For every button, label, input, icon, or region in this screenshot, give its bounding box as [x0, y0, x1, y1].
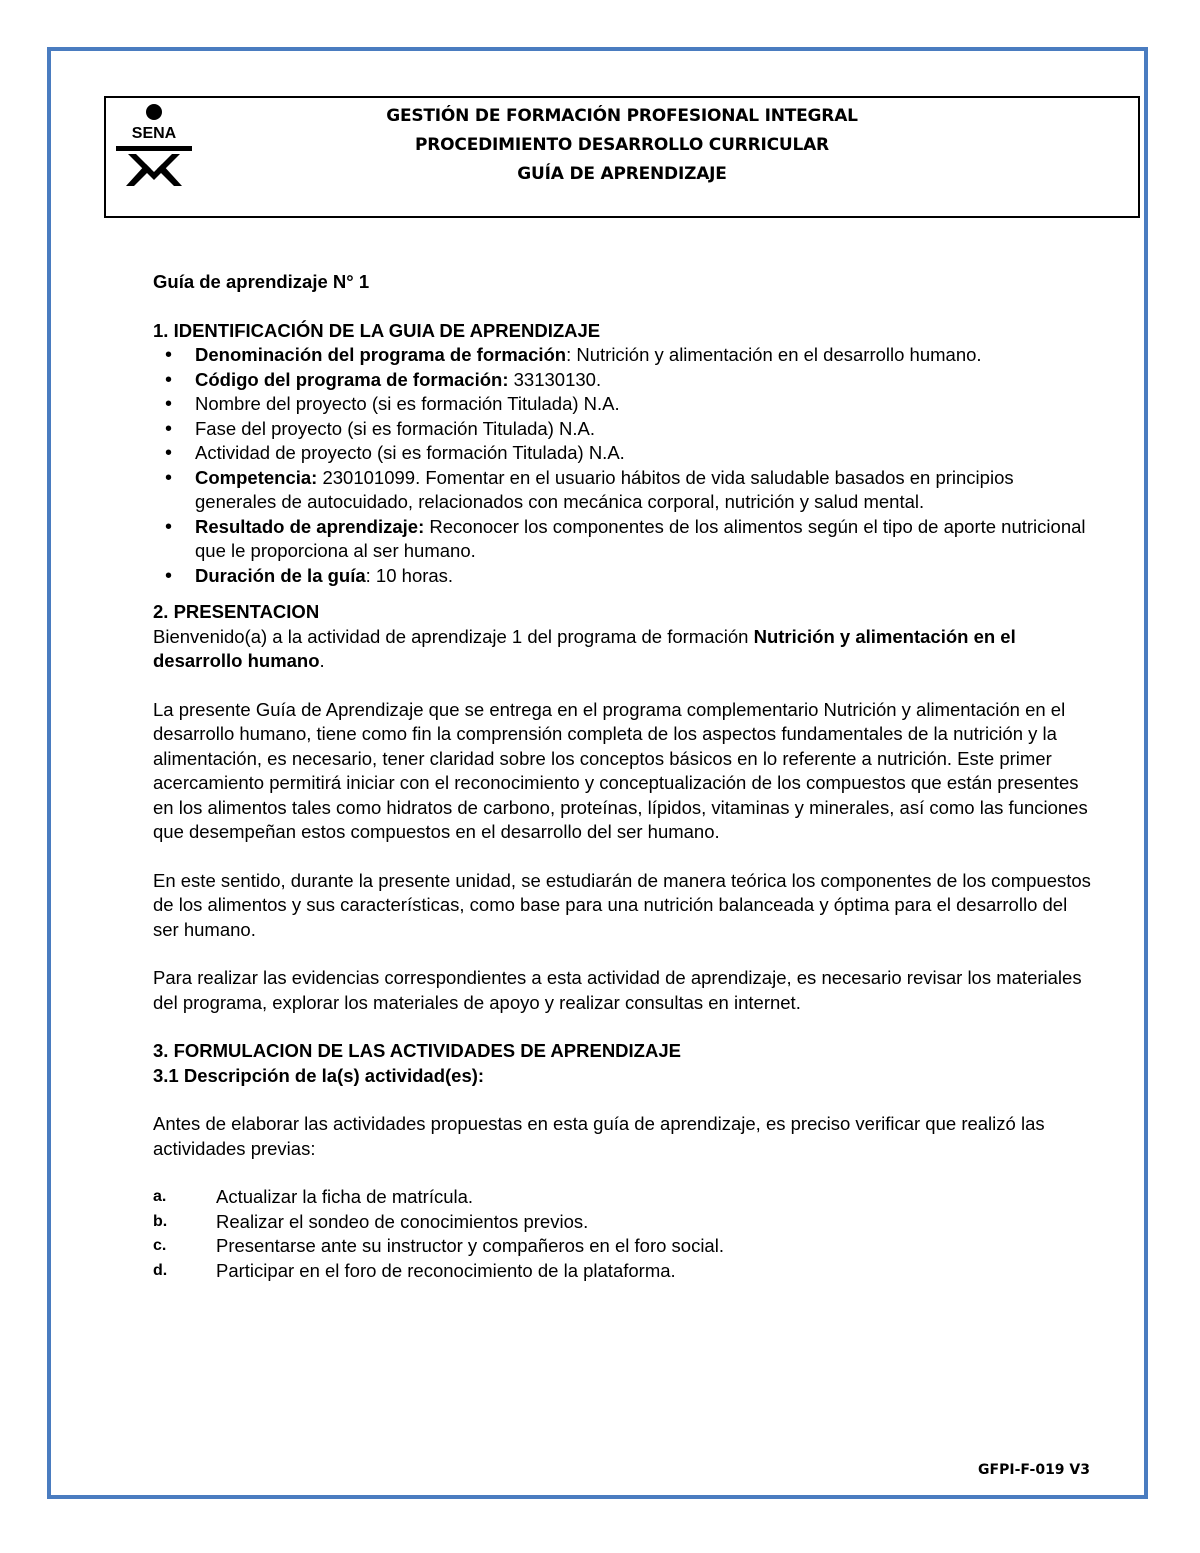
header-titles [106, 102, 1138, 189]
header-line-3: GUÍA DE APRENDIZAJE [517, 164, 727, 184]
activities-intro: Antes de elaborar las actividades propuestas en esta guía de aprendizaje, es preciso verificar que realizó las actividades previas: [153, 1113, 1045, 1159]
section-3-heading: 3. FORMULACION DE LAS ACTIVIDADES DE APRENDIZAJE [153, 1040, 681, 1061]
header-line-1: GESTIÓN DE FORMACIÓN PROFESIONAL INTEGRAL [386, 106, 858, 126]
list-item: • Denominación del programa de formación: Nutrición y alimentación en el desarrollo humano. [153, 343, 1098, 368]
list-item: • Duración de la guía: 10 horas. [153, 564, 1098, 589]
list-item: • Resultado de aprendizaje: Reconocer los componentes de los alimentos según el tipo de aporte nutricional que le proporciona al ser humano. [153, 515, 1098, 564]
list-item: • Fase del proyecto (si es formación Titulada) N.A. [153, 417, 1098, 442]
presentation-paragraph-3: Para realizar las evidencias correspondientes a esta actividad de aprendizaje, es necesario revisar los materiales del programa, explorar los materiales de apoyo y realizar consultas en internet. [153, 967, 1082, 1013]
list-item: • Actividad de proyecto (si es formación Titulada) N.A. [153, 441, 1098, 466]
presentation-paragraph-1: La presente Guía de Aprendizaje que se entrega en el programa complementario Nutrición y alimentación en el desarrollo humano, tiene como fin la comprensión completa de los aspectos fundamentales de la nutrición y la alimentación, es necesario, tener claridad sobre los conceptos básicos en lo referente a nutrición. Este primer acercamiento permitirá iniciar con el reconocimiento y conceptualización de los compuestos que están presentes en los alimentos tales como hidratos de carbono, proteínas, lípidos, vitaminas y minerales, así como las funciones que desempeñan estos compuestos en el desarrollo del ser humano. [153, 698, 1088, 842]
document-header [104, 96, 1140, 218]
presentation-intro: Bienvenido(a) a la actividad de aprendizaje 1 del programa de formación Nutrición y alimentación en el desarrollo humano. [153, 625, 1016, 671]
list-item: c. Presentarse ante su instructor y compañeros en el foro social. [153, 1235, 724, 1256]
list-item: d. Participar en el foro de reconocimiento de la plataforma. [153, 1259, 676, 1281]
section-1-heading: 1. IDENTIFICACIÓN DE LA GUIA DE APRENDIZAJE [153, 319, 601, 341]
previous-activities-list [153, 1185, 1098, 1283]
identification-list [153, 343, 1098, 588]
list-item: • Competencia: 230101099. Fomentar en el usuario hábitos de vida saludable basados en principios generales de autocuidado, relacionados con mecánica corporal, nutrición y salud mental. [153, 466, 1098, 515]
document-body [153, 270, 1098, 1283]
section-2-heading: 2. PRESENTACION [153, 601, 320, 622]
presentation-paragraph-2: En este sentido, durante la presente unidad, se estudiarán de manera teórica los componentes de los compuestos de los alimentos y sus características, como base para una nutrición balanceada y óptima para el desarrollo del ser humano. [153, 869, 1091, 940]
section-3-1-heading: 3.1 Descripción de la(s) actividad(es): [153, 1064, 485, 1086]
document-code: GFPI-F-019 V3 [978, 1462, 1090, 1478]
header-line-2: PROCEDIMIENTO DESARROLLO CURRICULAR [415, 135, 829, 155]
list-item: b. Realizar el sondeo de conocimientos previos. [153, 1210, 589, 1232]
list-item: • Código del programa de formación: 33130130. [153, 368, 1098, 393]
list-item: a. Actualizar la ficha de matrícula. [153, 1186, 474, 1207]
list-item: • Nombre del proyecto (si es formación Titulada) N.A. [153, 392, 1098, 417]
guide-title: Guía de aprendizaje N° 1 [153, 271, 370, 292]
sena-logo-text: SENA [131, 125, 177, 142]
